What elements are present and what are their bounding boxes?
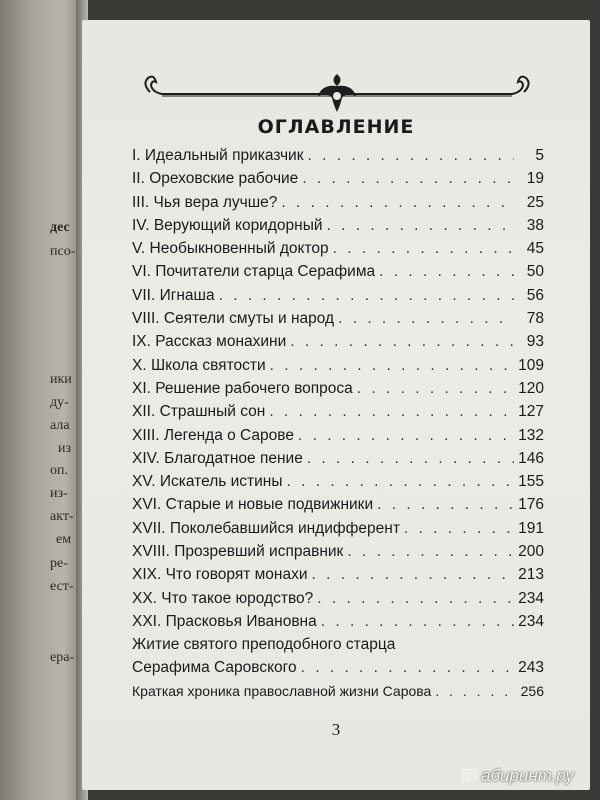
toc-entry-page: 45 [526, 240, 544, 258]
dot-leader [269, 403, 514, 421]
watermark [462, 766, 574, 786]
dot-leader [290, 333, 514, 351]
toc-entry[interactable] [132, 217, 544, 240]
toc-entry-page: 234 [518, 589, 544, 607]
toc-entry-title: III. Чья вера лучше? [132, 193, 278, 211]
dot-leader [307, 147, 514, 165]
toc-entry-title: V. Необыкновенный доктор [132, 240, 329, 258]
dot-leader [377, 496, 514, 514]
toc-entry-life-line1[interactable] [132, 636, 544, 659]
toc-entry-page: 256 [520, 682, 544, 699]
labyrinth-logo-icon [462, 769, 478, 783]
dot-leader [298, 427, 514, 445]
watermark-text: абиринт.ру [481, 766, 574, 785]
dot-leader [281, 194, 514, 212]
toc-entry[interactable] [132, 380, 544, 403]
toc-entry-title: XX. Что такое юродство? [132, 589, 314, 607]
toc-entry-page: 200 [518, 543, 544, 561]
toc-entry-page: 38 [526, 216, 544, 234]
toc-entry[interactable] [132, 403, 544, 426]
toc-entry-title: X. Школа святости [132, 356, 266, 374]
toc-entry-page: 19 [526, 170, 544, 188]
toc-entry-title: VII. Игнаша [132, 286, 215, 304]
dot-leader [379, 263, 514, 281]
header-ornament-icon [142, 70, 532, 116]
dot-leader [270, 357, 514, 375]
left-page-fragment: акт- [50, 509, 74, 524]
toc-entry[interactable] [132, 263, 544, 286]
toc-entry[interactable] [132, 147, 544, 170]
toc-entry-chronicle[interactable] [132, 683, 544, 706]
toc-entry-page: 176 [518, 496, 544, 514]
toc-entry[interactable] [132, 310, 544, 333]
toc-entry-page: 50 [526, 263, 544, 281]
toc-entry-page: 56 [526, 286, 544, 304]
left-page-fragment: оп. [50, 463, 68, 478]
toc-entry[interactable] [132, 566, 544, 589]
toc-entry-page: 109 [518, 356, 544, 374]
toc-entry[interactable] [132, 613, 544, 636]
left-page-fragment: ера- [50, 650, 75, 665]
dot-leader [307, 450, 514, 468]
toc-entry-title: XIII. Легенда о Сарове [132, 426, 294, 444]
toc-entry[interactable] [132, 473, 544, 496]
toc-entry-title: Серафима Саровского [132, 659, 297, 677]
left-page-fragment: из- [50, 486, 68, 501]
table-of-contents [132, 147, 544, 706]
toc-entry[interactable] [132, 450, 544, 473]
toc-entry-page: 127 [518, 403, 544, 421]
dot-leader [333, 240, 514, 258]
book-page [82, 20, 590, 790]
dot-leader [301, 659, 514, 677]
toc-entry-page: 191 [518, 519, 544, 537]
toc-entry-title: IX. Рассказ монахини [132, 333, 287, 351]
toc-entry[interactable] [132, 496, 544, 519]
left-page-fragment: ду- [50, 395, 69, 410]
toc-entry-page: 25 [526, 193, 544, 211]
toc-entry-title: IV. Верующий коридорный [132, 216, 323, 234]
toc-entry-title: XXI. Прасковья Ивановна [132, 612, 317, 630]
toc-entry-page: 78 [526, 310, 544, 328]
left-page-fragment: из [58, 441, 72, 456]
dot-leader [347, 543, 514, 561]
toc-entry-title: XVI. Старые и новые подвижники [132, 496, 374, 514]
left-page-fragment: ала [50, 418, 70, 433]
dot-leader [357, 380, 514, 398]
toc-entry-page: 155 [518, 473, 544, 491]
toc-entry-title: XVII. Поколебавшийся индифферент [132, 519, 400, 537]
page-number: 3 [331, 720, 341, 739]
dot-leader [286, 473, 514, 491]
toc-entry[interactable] [132, 543, 544, 566]
toc-entry[interactable] [132, 357, 544, 380]
dot-leader [302, 170, 514, 188]
dot-leader [338, 310, 514, 328]
toc-entry-title: XV. Искатель истины [132, 473, 283, 491]
left-page-fragment: псо- [50, 244, 76, 259]
toc-entry[interactable] [132, 427, 544, 450]
toc-entry-page: 93 [526, 333, 544, 351]
page-title: ОГЛАВЛЕНИЕ [257, 116, 415, 138]
left-page-fragment: дес [50, 220, 70, 235]
toc-entry-page: 213 [518, 566, 544, 584]
dot-leader [312, 566, 514, 584]
dot-leader [404, 520, 514, 538]
toc-entry[interactable] [132, 240, 544, 263]
toc-entry-title: I. Идеальный приказчик [132, 147, 304, 164]
toc-entry-title: Житие святого преподобного старца [132, 636, 396, 654]
toc-entry-title: XIX. Что говорят монахи [132, 566, 308, 584]
toc-entry-title: XII. Страшный сон [132, 403, 266, 421]
toc-entry-page: 234 [518, 612, 544, 630]
toc-entry-title: XVIII. Прозревший исправник [132, 543, 344, 561]
left-page-fragment: ре- [50, 556, 68, 571]
toc-entry-page: 120 [518, 379, 544, 397]
dot-leader [321, 613, 514, 631]
left-page-fragment: ест- [50, 579, 74, 594]
left-page [0, 0, 80, 800]
toc-entry-title: Краткая хроника православной жизни Сарова [132, 682, 432, 699]
toc-entry-page: 5 [535, 147, 544, 164]
dot-leader [327, 217, 515, 235]
toc-entry[interactable] [132, 170, 544, 193]
toc-entry-page: 146 [518, 449, 544, 467]
toc-entry-life[interactable] [132, 659, 544, 682]
toc-entry[interactable] [132, 333, 544, 356]
left-page-fragment: ики [50, 372, 72, 387]
dot-leader [317, 590, 514, 608]
toc-entry-title: II. Ореховские рабочие [132, 170, 299, 188]
toc-entry[interactable] [132, 520, 544, 543]
dot-leader [219, 287, 514, 305]
toc-entry[interactable] [132, 590, 544, 613]
toc-entry-title: VIII. Сеятели смуты и народ [132, 310, 335, 328]
toc-entry-title: XIV. Благодатное пение [132, 449, 303, 467]
left-page-fragment: ем [56, 532, 72, 547]
dot-leader [435, 683, 514, 699]
toc-entry-title: XI. Решение рабочего вопроса [132, 379, 353, 397]
toc-entry-page: 132 [518, 426, 544, 444]
toc-entry-title: VI. Почитатели старца Серафима [132, 263, 376, 281]
toc-entry[interactable] [132, 194, 544, 217]
toc-entry-page: 243 [518, 659, 544, 677]
toc-entry[interactable] [132, 287, 544, 310]
